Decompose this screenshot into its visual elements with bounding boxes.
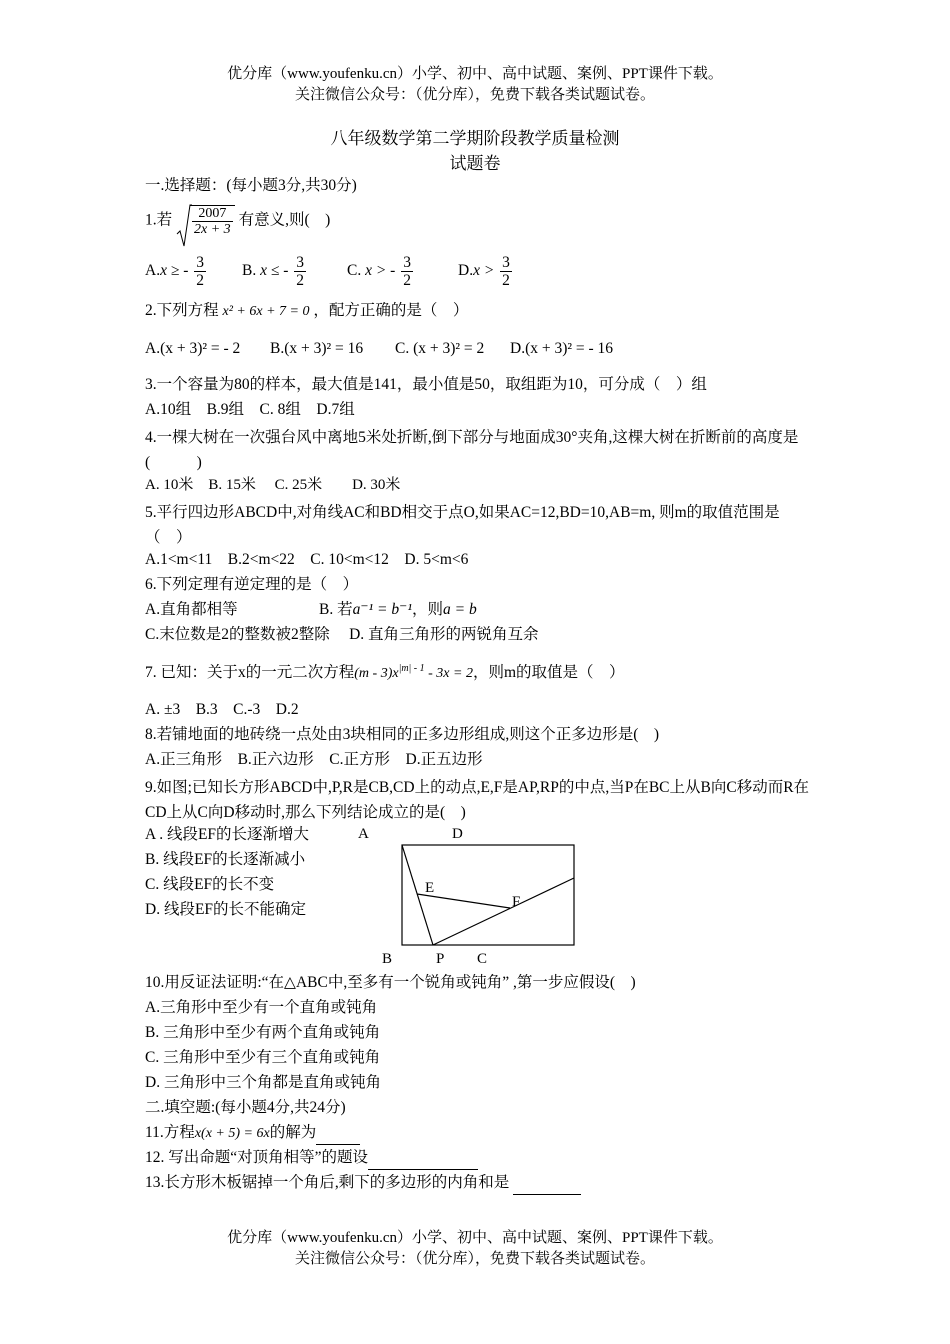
q1-radicand-num: 2007: [192, 206, 233, 222]
q2-option-d: D.(x + 3)² = - 16: [510, 340, 614, 357]
question-8: 8.若铺地面的地砖绕一点处由3块相同的正多边形组成,则这个正多边形是( ): [145, 726, 660, 743]
q1-c-num: 3: [403, 254, 411, 271]
footer-line-1: 优分库（www.youfenku.cn）小学、初中、高中试题、案例、PPT课件下载。: [227, 1230, 723, 1246]
q6-option-b-math: a⁻¹ = b⁻¹: [352, 601, 412, 618]
question-11: [145, 1123, 360, 1145]
q3-options: A.10组 B.9组 C. 8组 D.7组: [145, 401, 355, 418]
q1-option-a-label: A.: [145, 262, 161, 280]
q7-eq-a: (m - 3)x: [354, 666, 399, 682]
q1-radicand-den: 2x + 3: [194, 222, 231, 238]
question-12: [145, 1148, 478, 1170]
q6-option-b-mid: ，则: [411, 601, 443, 618]
page-footer: [0, 1228, 950, 1270]
question-3: 3.一个容量为80的样本，最大值是141，最小值是50，取组距为10，可分成（ ）组: [145, 376, 707, 393]
q1-d-den: 2: [502, 272, 510, 290]
q2-suffix: ，配方正确的是（ ）: [313, 302, 469, 319]
q1-c-den: 2: [403, 272, 411, 290]
question-2: [145, 301, 468, 322]
q2-option-a: A.(x + 3)² = - 2: [145, 340, 241, 357]
radical-sign-icon: [176, 204, 192, 248]
label-d: D: [452, 826, 463, 842]
q13-answer-blank[interactable]: [513, 1173, 581, 1195]
label-b: B: [382, 951, 393, 967]
q1-option-b-label: B.: [242, 262, 257, 280]
q5-options: A.1<m<11 B.2<m<22 C. 10<m<12 D. 5<m<6: [145, 551, 469, 568]
q9-option-c: C. 线段EF的长不变: [145, 876, 275, 893]
segment-ef: [417, 894, 510, 908]
q8-options: A.正三角形 B.正六边形 C.正方形 D.正五边形: [145, 751, 483, 768]
q7-options: A. ±3 B.3 C.-3 D.2: [145, 701, 299, 718]
question-6: 6.下列定理有逆定理的是（ ）: [145, 576, 359, 593]
label-a: A: [358, 826, 369, 842]
q1-option-d-label: D.: [458, 262, 474, 280]
q7-eq-exponent: |m| - 1: [398, 663, 425, 674]
question-13: [145, 1173, 581, 1195]
q11-answer-blank[interactable]: [316, 1123, 360, 1145]
q13-text: 13.长方形木板锯掉一个角后,剩下的多边形的内角和是: [145, 1174, 510, 1191]
label-e: E: [425, 880, 435, 896]
label-c: C: [477, 951, 488, 967]
q10-option-b: B. 三角形中至少有两个直角或钝角: [145, 1024, 381, 1041]
q2-option-c: C. (x + 3)² = 2: [395, 340, 485, 357]
page-header: [0, 64, 950, 106]
section-fill-heading: 二.填空题:(每小题4分,共24分): [145, 1099, 346, 1116]
question-5: 5.平行四边形ABCD中,对角线AC和BD相交于点O,如果AC=12,BD=10,AB=m, 则m的取值范围是（ ）: [145, 504, 780, 546]
q10-option-a: A.三角形中至少有一个直角或钝角: [145, 999, 378, 1016]
header-line-2: 关注微信公众号：（优分库），免费下载各类试题试卷。: [294, 87, 655, 103]
q10-option-c: C. 三角形中至少有三个直角或钝角: [145, 1049, 381, 1066]
q1-option-c-label: C.: [347, 262, 362, 280]
question-4: 4.一棵大树在一次强台风中离地5米处折断,倒下部分与地面成30°夹角,这棵大树在折断前的高度是( ): [145, 429, 799, 471]
q6-option-a: A.直角都相等: [145, 601, 238, 618]
question-1: [145, 204, 330, 238]
q11-suffix: 的解为: [269, 1124, 317, 1141]
label-f: F: [512, 894, 521, 910]
q9-option-b: B. 线段EF的长逐渐减小: [145, 851, 306, 868]
q7-prefix: 7. 已知：关于x的一元二次方程: [145, 664, 355, 682]
q1-option-b-rel: x ≤ -: [260, 262, 289, 280]
rectangle-figure: [340, 820, 590, 970]
question-10: 10.用反证法证明:“在△ABC中,至多有一个锐角或钝角” ,第一步应假设( ): [145, 974, 636, 991]
q9-option-d: D. 线段EF的长不能确定: [145, 901, 307, 918]
q1-b-den: 2: [296, 272, 305, 290]
q1-suffix: 有意义,则( ): [238, 211, 331, 229]
q1-option-d-rel: x >: [473, 262, 495, 280]
section-choice-heading: 一.选择题：(每小题3分,共30分): [145, 177, 357, 194]
q1-prefix: 1.若: [145, 211, 173, 229]
sqrt-expression: [176, 204, 235, 238]
q10-option-d: D. 三角形中三个角都是直角或钝角: [145, 1074, 381, 1091]
exam-title-sub: 试题卷: [449, 154, 501, 173]
question-9: 9.如图;已知长方形ABCD中,P,R是CB,CD上的动点,E,F是AP,RP的中点,当P在BC上从B向C移动而R在CD上从C向D移动时,那么下列结论成立的是( ): [145, 779, 810, 821]
q1-option-d: [458, 254, 514, 289]
q9-option-a: A . 线段EF的长逐渐增大: [145, 826, 310, 843]
footer-line-2: 关注微信公众号：（优分库），免费下载各类试题试卷。: [294, 1251, 655, 1267]
q7-eq-b: - 3x = 2: [424, 666, 473, 682]
exam-title: [0, 126, 950, 176]
header-line-1: 优分库（www.youfenku.cn）小学、初中、高中试题、案例、PPT课件下载。: [227, 66, 723, 82]
q11-prefix: 11.方程: [145, 1124, 195, 1141]
q6-option-b: [319, 600, 477, 621]
q12-text: 12. 写出命题“对顶角相等”的题设: [145, 1149, 369, 1166]
q2-prefix: 2.下列方程: [145, 302, 219, 319]
q6-option-b-math2: a = b: [442, 601, 477, 618]
q1-option-a-rel: x ≥ -: [160, 262, 189, 280]
q1-option-a: [145, 254, 208, 289]
q1-option-c: [347, 254, 415, 289]
q1-b-num: 3: [296, 254, 305, 271]
q11-equation: x(x + 5) = 6x: [194, 1126, 270, 1141]
q2-equation: x² + 6x + 7 = 0: [222, 304, 310, 319]
q1-a-den: 2: [196, 272, 205, 290]
q4-options: A. 10米 B. 15米 C. 25米 D. 30米: [145, 477, 401, 493]
exam-title-main: 八年级数学第二学期阶段教学质量检测: [330, 129, 620, 148]
q2-option-b: B.(x + 3)² = 16: [270, 340, 364, 357]
q1-option-b: [242, 254, 308, 289]
q1-option-c-rel: x > -: [365, 262, 396, 280]
segment-pr: [433, 878, 574, 945]
q1-a-num: 3: [196, 254, 205, 271]
q7-suffix: ，则m的取值是（ ）: [472, 664, 625, 682]
q6-option-b-prefix: B. 若: [319, 601, 353, 618]
q12-answer-blank[interactable]: [368, 1148, 478, 1170]
q1-d-num: 3: [502, 254, 510, 271]
label-p: P: [436, 951, 445, 967]
question-7: [145, 662, 625, 684]
q6-options-cd: C.末位数是2的整数被2整除 D. 直角三角形的两锐角互余: [145, 626, 539, 643]
